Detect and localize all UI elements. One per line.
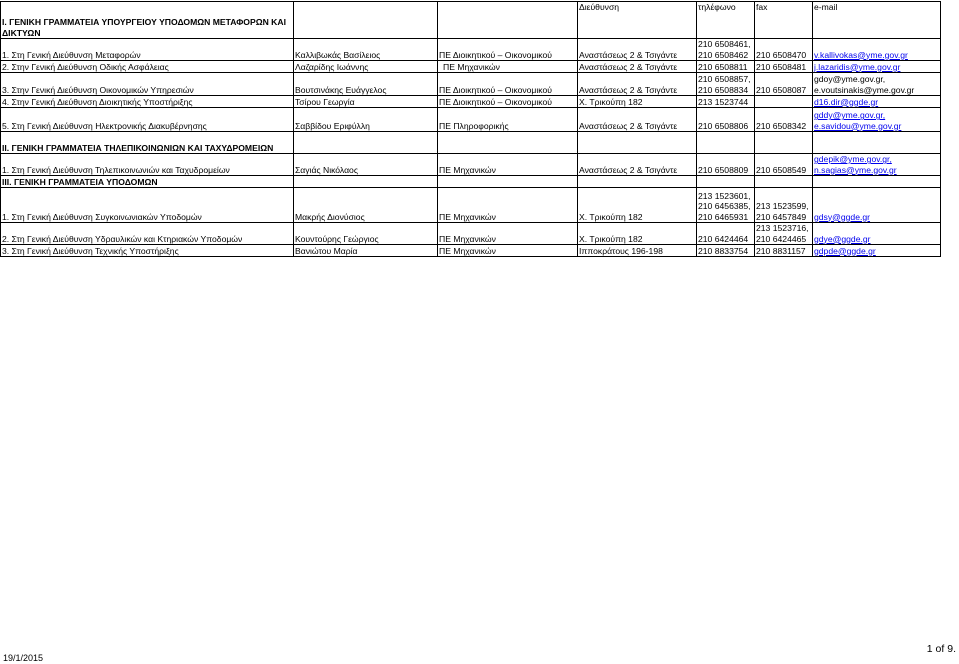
phone-cell: 210 6508461, 210 6508462 (697, 39, 755, 61)
address-cell: Αναστάσεως 2 & Τσιγάντε (578, 154, 697, 176)
address-cell: Ιπποκράτους 196-198 (578, 245, 697, 257)
section-row (1, 176, 941, 188)
name-cell: Βουτσινάκης Ευάγγελος (294, 73, 438, 96)
footer-date: 19/1/2015 (3, 653, 44, 663)
unit-cell: 4. Στην Γενική Διεύθυνση Διοικητικής Υποστήριξης (1, 96, 294, 108)
section-3-title: ΙΙΙ. ΓΕΝΙΚΗ ΓΡΑΜΜΑΤΕΙΑ ΥΠΟΔΟΜΩΝ (1, 176, 294, 188)
address-cell: Αναστάσεως 2 & Τσιγάντε (578, 39, 697, 61)
phone-cell: 210 6508809 (697, 154, 755, 176)
phone-cell: 213 1523601, 210 6456385, 210 6465931 (697, 188, 755, 223)
fax-cell: 210 6508549 (755, 154, 813, 176)
phone-cell: 210 6508857, 210 6508834 (697, 73, 755, 96)
fax-cell: 213 1523716, 210 6424465 (755, 223, 813, 245)
fax-cell: 210 6508470 (755, 39, 813, 61)
unit-cell: 3. Στην Γενική Διεύθυνση Οικονομικών Υπηρεσιών (1, 73, 294, 96)
branch-cell: ΠΕ Μηχανικών (438, 223, 578, 245)
unit-cell: 2. Στην Γενική Διεύθυνση Οδικής Ασφάλειας (1, 61, 294, 73)
section-2-title: ΙΙ. ΓΕΝΙΚΗ ΓΡΑΜΜΑΤΕΙΑ ΤΗΛΕΠΙΚΟΙΝΩΝΙΩΝ ΚΑΙ ΤΑΧΥΔΡΟΜΕΙΩΝ (1, 132, 294, 154)
unit-cell: 2. Στη Γενική Διεύθυνση Υδραυλικών και Κτηριακών Υποδομών (1, 223, 294, 245)
address-cell: Αναστάσεως 2 & Τσιγάντε (578, 61, 697, 73)
unit-cell: 1. Στη Γενική Διεύθυνση Μεταφορών (1, 39, 294, 61)
branch-cell: ΠΕ Διοικητικού – Οικονομικού (438, 96, 578, 108)
branch-cell: ΠΕ Μηχανικών (438, 154, 578, 176)
table-row (1, 61, 941, 73)
name-cell: Σαββίδου Εριφύλλη (294, 108, 438, 132)
email-cell: gdoy@yme.gov.gr, e.voutsinakis@yme.gov.gr (813, 73, 941, 96)
column-header-phone: τηλέφωνο (697, 2, 755, 39)
address-cell: Χ. Τρικούπη 182 (578, 223, 697, 245)
email-link[interactable]: v.kallivokas@yme.gov.gr (814, 49, 908, 60)
table-row (1, 245, 941, 257)
phone-cell: 213 1523744 (697, 96, 755, 108)
name-cell: Καλλιβωκάς Βασίλειος (294, 39, 438, 61)
email-link[interactable]: gdepik@yme.gov.gr, n.sagias@yme.gov.gr (814, 154, 897, 175)
name-cell: Τσίρου Γεωργία (294, 96, 438, 108)
address-cell: Χ. Τρικούπη 182 (578, 188, 697, 223)
table-row (1, 223, 941, 245)
branch-cell: ΠΕ Πληροφορικής (438, 108, 578, 132)
table-row (1, 188, 941, 223)
name-cell: Κουντούρης Γεώργιος (294, 223, 438, 245)
section-1-title: Ι. ΓΕΝΙΚΗ ΓΡΑΜΜΑΤΕΙΑ ΥΠΟΥΡΓΕΙΟΥ ΥΠΟΔΟΜΩΝ ΜΕΤΑΦΟΡΩΝ ΚΑΙ ΔΙΚΤΥΩΝ (1, 2, 294, 39)
email-link[interactable]: gdye@ggde.gr (814, 233, 871, 244)
address-cell: Χ. Τρικούπη 182 (578, 96, 697, 108)
phone-cell: 210 6508811 (697, 61, 755, 73)
email-link[interactable]: gdpde@ggde.gr (814, 245, 876, 256)
header-row (1, 2, 941, 39)
table-row (1, 96, 941, 108)
fax-cell (755, 96, 813, 108)
table-row (1, 39, 941, 61)
section-row (1, 132, 941, 154)
email-link[interactable]: j.lazaridis@yme.gov.gr (814, 61, 901, 72)
fax-cell: 210 6508087 (755, 73, 813, 96)
email-link[interactable]: gddy@yme.gov.gr, e.savidou@yme.gov.gr (814, 110, 902, 131)
email-link[interactable]: d16.dir@ggde.gr (814, 96, 879, 107)
phone-cell: 210 8833754 (697, 245, 755, 257)
fax-cell: 210 8831157 (755, 245, 813, 257)
table-row (1, 73, 941, 96)
email-link[interactable]: gdsy@ggde.gr (814, 211, 871, 222)
unit-cell: 1. Στη Γενική Διεύθυνση Τηλεπικοινωνιών και Ταχυδρομείων (1, 154, 294, 176)
column-header-fax: fax (755, 2, 813, 39)
branch-cell: ΠΕ Μηχανικών (438, 61, 578, 73)
branch-cell: ΠΕ Διοικητικού – Οικονομικού (438, 73, 578, 96)
unit-cell: 1. Στη Γενική Διεύθυνση Συγκοινωνιακών Υποδομών (1, 188, 294, 223)
address-cell: Αναστάσεως 2 & Τσιγάντε (578, 108, 697, 132)
fax-cell: 210 6508342 (755, 108, 813, 132)
name-cell: Λαζαρίδης Ιωάννης (294, 61, 438, 73)
page-number: 1 of 9. (926, 643, 956, 655)
column-header-email: e-mail (813, 2, 941, 39)
contacts-table (0, 1, 941, 257)
column-header-address: Διεύθυνση (578, 2, 697, 39)
address-cell: Αναστάσεως 2 & Τσιγάντε (578, 73, 697, 96)
branch-cell: ΠΕ Διοικητικού – Οικονομικού (438, 39, 578, 61)
branch-cell: ΠΕ Μηχανικών (438, 188, 578, 223)
phone-cell: 210 6424464 (697, 223, 755, 245)
table-row (1, 108, 941, 132)
phone-cell: 210 6508806 (697, 108, 755, 132)
name-cell: Σαγιάς Νικόλαος (294, 154, 438, 176)
table-row (1, 154, 941, 176)
unit-cell: 3. Στη Γενική Διεύθυνση Τεχνικής Υποστήριξης (1, 245, 294, 257)
name-cell: Βανιώτου Μαρία (294, 245, 438, 257)
fax-cell: 213 1523599, 210 6457849 (755, 188, 813, 223)
unit-cell: 5. Στη Γενική Διεύθυνση Ηλεκτρονικής Διακυβέρνησης (1, 108, 294, 132)
fax-cell: 210 6508481 (755, 61, 813, 73)
name-cell: Μακρής Διονύσιος (294, 188, 438, 223)
branch-cell: ΠΕ Μηχανικών (438, 245, 578, 257)
